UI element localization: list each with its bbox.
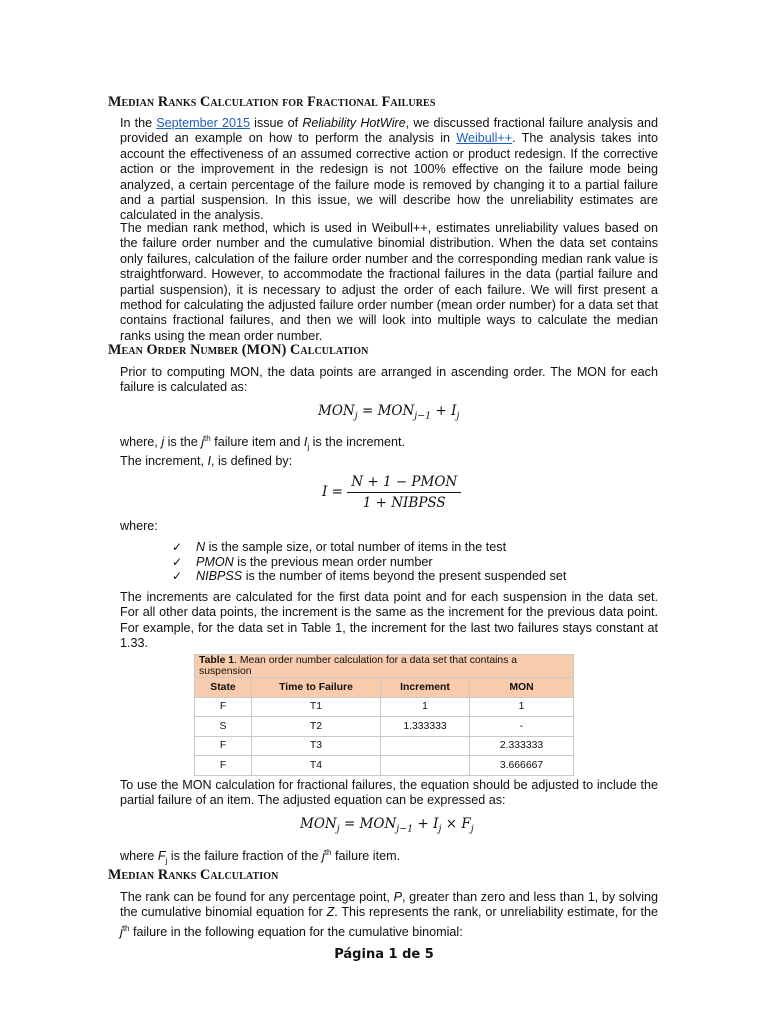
section-title-mon-calculation: Mean Order Number (MON) Calculation bbox=[108, 342, 369, 358]
paragraph-prior-to-mon: Prior to computing MON, the data points are arranged in ascending order. The MON for each failure is calculated as: bbox=[120, 365, 658, 395]
column-header-state: State bbox=[195, 678, 252, 698]
column-header-increment: Increment bbox=[381, 678, 470, 698]
list-item: ✓ PMON is the previous mean order number bbox=[172, 554, 433, 569]
paragraph-where-j: where, j is the $j^{th}$ failure item and $I_j$ is the increment. bbox=[120, 434, 406, 452]
checkmark-icon: ✓ bbox=[172, 540, 183, 554]
column-header-mon: MON bbox=[470, 678, 574, 698]
table-row: F T3 2.333333 bbox=[195, 736, 574, 756]
table-row: F T1 1 1 bbox=[195, 697, 574, 717]
paragraph-where: where: bbox=[120, 519, 158, 533]
equation-increment: I = $\frac{\text{N + 1 − PMON}}{\text{1 + NIBPSS}}$ bbox=[322, 474, 461, 511]
table-mon-calculation bbox=[194, 654, 574, 776]
page-number-footer: Página 1 de 5 bbox=[334, 947, 434, 962]
table-caption: Table 1. Mean order number calculation for a data set that contains a suspension bbox=[195, 655, 574, 678]
paragraph-where-fj: where $F_j$ is the failure fraction of the $j^{th}$ failure item. bbox=[120, 848, 401, 866]
paragraph-rank-found: The rank can be found for any percentage point, P, greater than zero and less than 1, by solving the cumulative binomial equation for Z. This represents the rank, or unreliability estimate, for the $j^{th}$ failure in the following equation for the cumulative binomial: bbox=[120, 890, 658, 939]
link-weibull[interactable]: Weibull++ bbox=[456, 131, 513, 146]
table-row: F T4 3.666667 bbox=[195, 756, 574, 776]
equation-mon-adjusted: $MON_j = MON_{j-1} + I_j \times F_j$ bbox=[300, 816, 474, 835]
checkmark-icon: ✓ bbox=[172, 554, 183, 569]
link-september-2015[interactable]: September 2015 bbox=[156, 116, 251, 130]
section-title-median-ranks: Median Ranks Calculation bbox=[108, 867, 279, 883]
list-item: ✓ N is the sample size, or total number of items in the test bbox=[172, 540, 507, 554]
definition-list bbox=[172, 540, 566, 584]
paragraph-median-rank-method: The median rank method, which is used in Weibull++, estimates unreliability values based on the failure order number and the cumulative binomial distribution. When the data set contains only failures, calculation of the failure order number and the corresponding median rank value is straightforward. However, to accommodate the fractional failures in the data (partial failure and partial suspension), it is necessary to adjust the order of each failure. We will first present a method for calculating the adjusted failure order number (mean order number) for a data set that contains fractional failures, and then we will look into multiple ways to calculate the median ranks using the mean order number. bbox=[120, 221, 658, 343]
paragraph-intro: In the September 2015 issue of Reliability HotWire, we discussed fractional failure analysis and provided an example on how to perform the analysis in Weibull++. The analysis takes into account the effectiveness of an assumed corrective action or product redesign. If the corrective action or the improvement in the redesign is not 100% effective on the failure mode being analyzed, a certain percentage of the failure mode is removed by changing it to a partial failure and a partial suspension. In this issue, we will describe how the unreliability estimates are calculated in the analysis. bbox=[120, 116, 658, 223]
paragraph-increments-calculated: The increments are calculated for the first data point and for each suspension in the data set. For all other data points, the increment is the same as the increment for the previous data point. For example, for the data set in Table 1, the increment for the last two failures stays constant at 1.33. bbox=[120, 590, 658, 651]
checkmark-icon: ✓ bbox=[172, 569, 183, 584]
section-title-median-ranks-fractional: Median Ranks Calculation for Fractional Failures bbox=[108, 94, 436, 110]
list-item: ✓ NIBPSS is the number of items beyond the present suspended set bbox=[172, 569, 567, 584]
column-header-time-to-failure: Time to Failure bbox=[252, 678, 381, 698]
table-row: S T2 1.333333 - bbox=[195, 717, 574, 737]
paragraph-mon-fractional: To use the MON calculation for fractional failures, the equation should be adjusted to include the partial failure of an item. The adjusted equation can be expressed as: bbox=[120, 778, 658, 808]
equation-mon: $MON_j = MON_{j-1} + I_j$ bbox=[318, 403, 460, 422]
paragraph-increment-defined: The increment, I, is defined by: bbox=[120, 454, 293, 468]
